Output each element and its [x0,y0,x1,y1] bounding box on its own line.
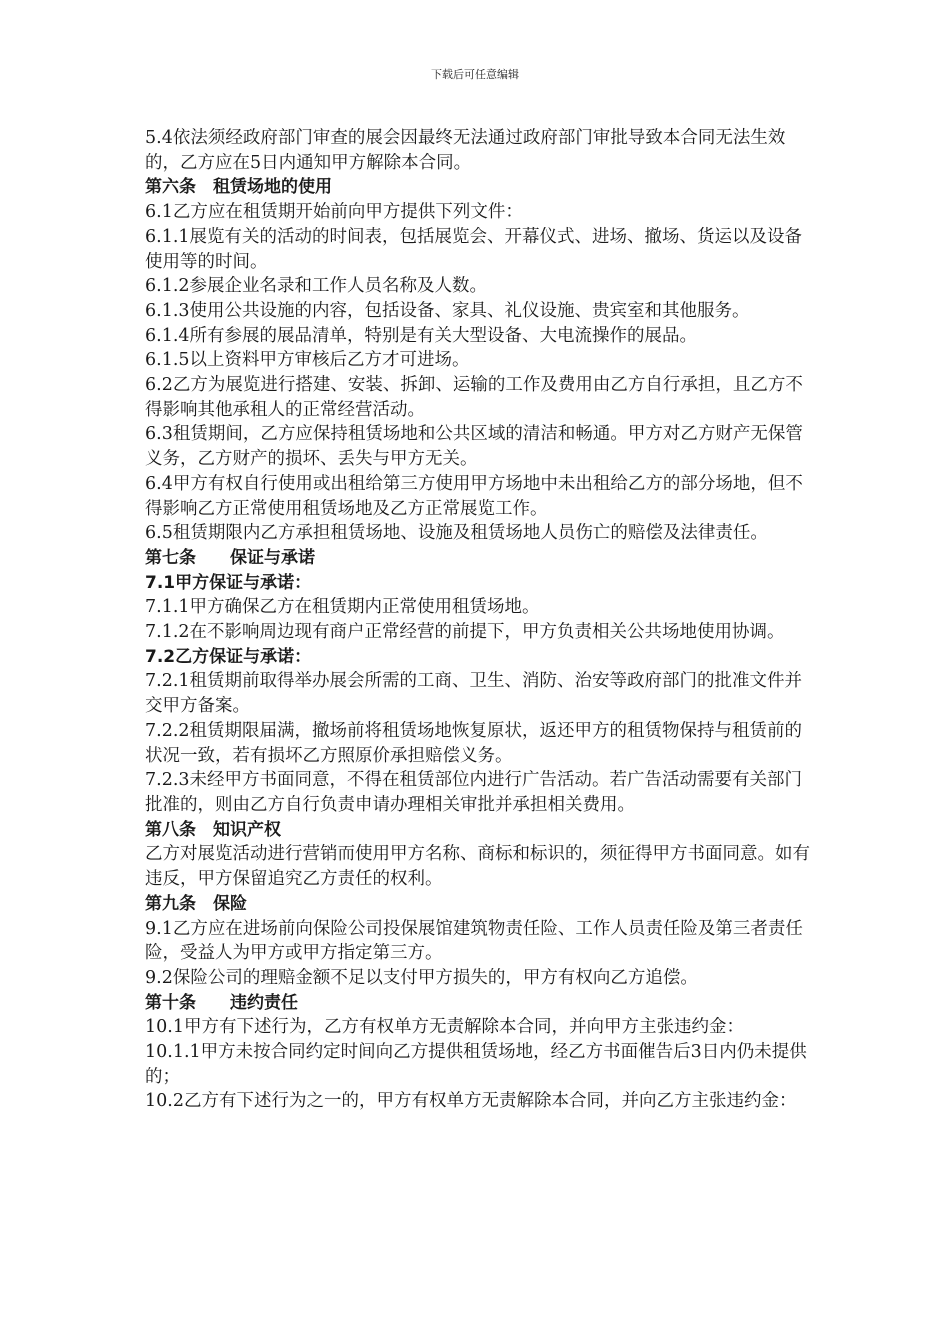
subheading-7-2: 7.2乙方保证与承诺： [145,646,312,667]
clause-9-1: 9.1乙方应在进场前向保险公司投保展馆建筑物责任险、工作人员责任险及第三者责任险，受益人为甲方或甲方指定第三方。 [145,918,803,964]
clause-10-2: 10.2乙方有下述行为之一的，甲方有权单方无责解除本合同，并向乙方主张违约金： [145,1091,797,1112]
section-heading-9: 第九条 保险 [145,893,247,914]
clause-7-2-1: 7.2.1租赁期前取得举办展会所需的工商、卫生、消防、治安等政府部门的批准文件并交甲方备案。 [145,671,803,717]
clause-6-2: 6.2乙方为展览进行搭建、安装、拆卸、运输的工作及费用由乙方自行承担，且乙方不得影响其他承租人的正常经营活动。 [145,375,803,420]
clause-7-2-3: 7.2.3未经甲方书面同意，不得在租赁部位内进行广告活动。若广告活动需要有关部门批准的，则由乙方自行负责申请办理相关审批并承担相关费用。 [145,770,803,815]
section-heading-8: 第八条 知识产权 [145,819,281,840]
clause-6-3: 6.3租赁期间，乙方应保持租赁场地和公共区域的清洁和畅通。甲方对乙方财产无保管义务，乙方财产的损坏、丢失与甲方无关。 [145,424,803,470]
clause-6-1-3: 6.1.3使用公共设施的内容，包括设备、家具、礼仪设施、贵宾室和其他服务。 [145,300,750,321]
page-header: 下载后可任意编辑 [431,68,519,81]
clause-7-1-1: 7.1.1甲方确保乙方在租赁期内正常使用租赁场地。 [145,597,540,618]
section-heading-6: 第六条 租赁场地的使用 [145,177,332,198]
clause-6-1-1: 6.1.1展览有关的活动的时间表，包括展览会、开幕仪式、进场、撤场、货运以及设备使用等的时间。 [145,226,803,272]
clause-8: 乙方对展览活动进行营销而使用甲方名称、商标和标识的，须征得甲方书面同意。如有违反，甲方保留追究乙方责任的权利。 [145,844,810,890]
section-heading-7: 第七条 保证与承诺 [145,547,315,568]
section-heading-10: 第十条 违约责任 [145,992,298,1013]
clause-5-4: 5.4依法须经政府部门审查的展会因最终无法通过政府部门审批导致本合同无法生效的，乙方应在5日内通知甲方解除本合同。 [145,128,786,173]
clause-10-1: 10.1甲方有下述行为，乙方有权单方无责解除本合同，并向甲方主张违约金： [145,1017,744,1038]
clause-7-2-2: 7.2.2租赁期限届满，撤场前将租赁场地恢复原状，返还甲方的租赁物保持与租赁前的状况一致，若有损坏乙方照原价承担赔偿义务。 [145,720,803,766]
clause-9-2: 9.2保险公司的理赔金额不足以支付甲方损失的，甲方有权向乙方追偿。 [145,967,698,988]
clause-10-1-1: 10.1.1甲方未按合同约定时间向乙方提供租赁场地，经乙方书面催告后3日内仍未提供的； [145,1042,807,1087]
clause-7-1-2: 7.1.2在不影响周边现有商户正常经营的前提下，甲方负责相关公共场地使用协调。 [145,622,785,643]
clause-6-1: 6.1乙方应在租赁期开始前向甲方提供下列文件： [145,202,523,223]
clause-6-1-5: 6.1.5以上资料甲方审核后乙方才可进场。 [145,350,470,371]
clause-6-4: 6.4甲方有权自行使用或出租给第三方使用甲方场地中未出租给乙方的部分场地，但不得影响乙方正常使用租赁场地及乙方正常展览工作。 [145,473,803,519]
clause-6-1-2: 6.1.2参展企业名录和工作人员名称及人数。 [145,276,488,297]
clause-6-5: 6.5租赁期限内乙方承担租赁场地、设施及租赁场地人员伤亡的赔偿及法律责任。 [145,523,768,544]
subheading-7-1: 7.1甲方保证与承诺： [145,572,312,593]
clause-6-1-4: 6.1.4所有参展的展品清单，特别是有关大型设备、大电流操作的展品。 [145,325,698,346]
document-body [145,126,810,1114]
